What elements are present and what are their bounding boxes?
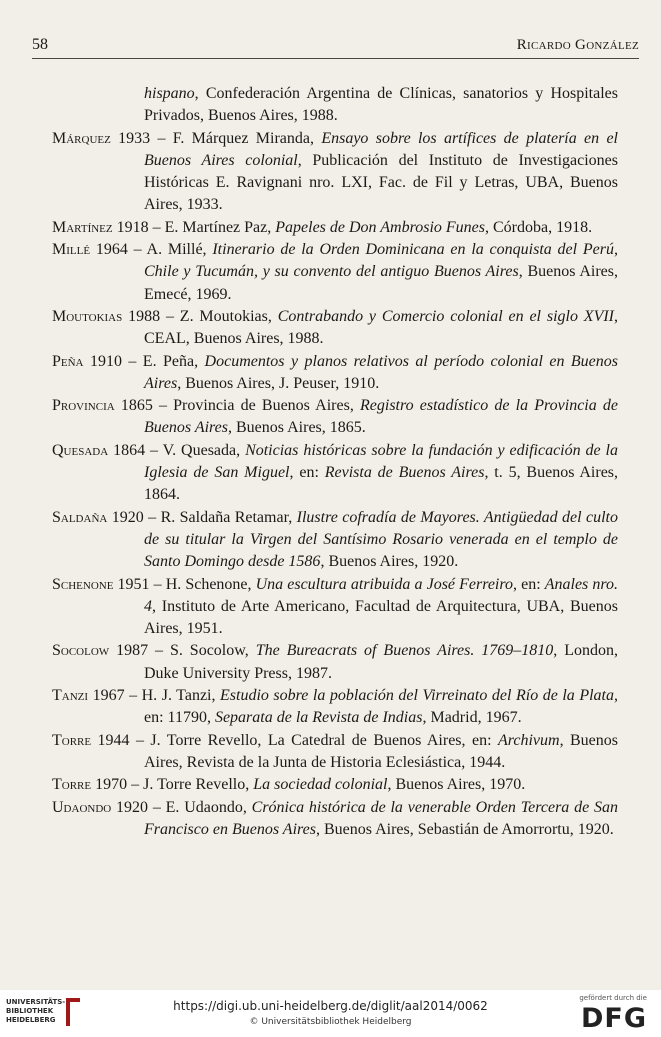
entry-title: The Bureacrats of Buenos Aires. 1769–1810 bbox=[255, 642, 554, 660]
entry-key: Udaondo bbox=[52, 798, 112, 816]
entry-title: Itinerario de la Orden Dominicana en la conquista del Perú, Chile y Tucumán, y su convento del antiguo Buenos Aires bbox=[144, 241, 618, 281]
entry-rest: , Buenos Aires, 1865. bbox=[228, 419, 366, 437]
entry-rest: , Buenos Aires, 1920. bbox=[320, 553, 459, 571]
entry-title: Archivum bbox=[497, 731, 560, 749]
dfg-logo: DFG bbox=[580, 1003, 647, 1034]
entry-key: Márquez bbox=[52, 129, 111, 147]
library-logo: UNIVERSITÄTS- BIBLIOTHEK HEIDELBERG bbox=[6, 998, 66, 1024]
bibliography-entry bbox=[52, 774, 618, 796]
entry-rest: , Buenos Aires, 1970. bbox=[387, 776, 526, 794]
entry-title: Una escultura atribuida a José Ferreiro bbox=[255, 575, 514, 593]
entry-title: Estudio sobre la población del Virreinato del Río de la Plata bbox=[220, 687, 614, 705]
entry-title: Noticias históricas sobre la fundación y edificación de la Iglesia de San Miguel bbox=[144, 441, 618, 482]
entry-key: Torre bbox=[52, 731, 92, 749]
entry-rest-secondary: , t. 5, Buenos Aires, 1864. bbox=[144, 464, 619, 504]
entry-rest: , CEAL, Buenos Aires, 1988. bbox=[144, 307, 619, 348]
entry-rest: , Córdoba, 1918. bbox=[485, 218, 593, 236]
bibliography-entry bbox=[52, 797, 618, 842]
entry-title: La sociedad colonial bbox=[253, 776, 388, 794]
entry-year: 1964 – A. Millé, bbox=[90, 241, 213, 259]
bibliography-entry bbox=[52, 351, 618, 396]
entry-key: Tanzi bbox=[52, 687, 89, 705]
viewer-footer bbox=[0, 990, 661, 1037]
entry-title: Contrabando y Comercio colonial en el siglo XVII bbox=[277, 307, 615, 325]
entry-key: Martínez bbox=[52, 218, 113, 236]
entry-key: Provincia bbox=[52, 397, 115, 415]
running-head-author: Ricardo González bbox=[516, 37, 639, 53]
entry-year: 1920 – R. Saldaña Retamar, bbox=[107, 508, 297, 526]
entry-rest-secondary: , Instituto de Arte Americano, Facultad de Arquitectura, UBA, Buenos Aires, 1951. bbox=[144, 597, 618, 638]
entry-key: Quesada bbox=[52, 441, 109, 459]
page-number: 58 bbox=[32, 36, 48, 53]
entry-rest: , Buenos Aires, J. Peuser, 1910. bbox=[177, 374, 380, 392]
bibliography-continuation bbox=[52, 83, 618, 128]
entry-key: Peña bbox=[52, 352, 84, 370]
entry-year: 1967 – H. J. Tanzi, bbox=[88, 687, 221, 705]
entry-key: Schenone bbox=[52, 575, 114, 593]
bibliography-entry bbox=[52, 440, 618, 507]
entry-rest: , Publicación del Instituto de Investigaciones Históricas E. Ravignani nro. LXI, Fac. de Fil y Letras, UBA, Buenos Aires, 1933. bbox=[144, 151, 619, 214]
entry-year: 1918 – E. Martínez Paz, bbox=[112, 218, 276, 236]
entry-year: 1944 – J. Torre Revello, La Catedral de Buenos Aires, en: bbox=[91, 731, 498, 749]
entry-year: 1864 – V. Quesada, bbox=[108, 441, 246, 459]
entry-title-secondary: Revista de Buenos Aires bbox=[324, 464, 485, 482]
entry-year: 1951 – H. Schenone, bbox=[113, 575, 256, 593]
entry-key: Socolow bbox=[52, 642, 110, 660]
funder-note: gefördert durch die bbox=[579, 994, 647, 1002]
continuation-text: , Confederación Argentina de Clínicas, sanatorios y Hospitales Privados, Buenos Aires, 1988. bbox=[144, 85, 618, 125]
bibliography-entry bbox=[52, 507, 618, 574]
bibliography-entry bbox=[52, 574, 618, 641]
running-head bbox=[32, 36, 639, 59]
entry-key: Torre bbox=[52, 776, 92, 794]
entry-year: 1910 – E. Peña, bbox=[83, 352, 205, 370]
entry-rest: , London, Duke University Press, 1987. bbox=[144, 642, 619, 682]
entry-title: Crónica histórica de la venerable Orden Tercera de San Francisco en Buenos Aires bbox=[144, 798, 618, 838]
entry-year: 1988 – Z. Moutokias, bbox=[122, 307, 278, 325]
entry-rest: , en: bbox=[513, 575, 545, 593]
entry-rest: , en: bbox=[289, 464, 325, 482]
entry-title: Ilustre cofradía de Mayores. Antigüedad del culto de su titular la Virgen del Santísimo Rosario venerada en el templo de Santo Domingo desde 1586 bbox=[144, 508, 618, 571]
entry-title: Papeles de Don Ambrosio Funes bbox=[275, 218, 485, 236]
continuation-italic: hispano bbox=[144, 85, 195, 102]
entry-rest: , Buenos Aires, Emecé, 1969. bbox=[144, 263, 618, 303]
entry-key: Millé bbox=[52, 241, 91, 259]
bibliography-entry bbox=[52, 306, 618, 351]
bibliography-entry bbox=[52, 217, 618, 239]
permalink[interactable]: https://digi.ub.uni-heidelberg.de/diglit/aal2014/0062 bbox=[173, 999, 488, 1013]
entry-key: Saldaña bbox=[52, 508, 108, 526]
bibliography-list bbox=[52, 83, 618, 841]
bibliography-entry bbox=[52, 395, 618, 440]
entry-rest: , en: 11790, bbox=[144, 687, 618, 727]
entry-rest-secondary: , Madrid, 1967. bbox=[422, 709, 522, 727]
entry-year: 1987 – S. Socolow, bbox=[109, 642, 256, 660]
entry-key: Moutokias bbox=[52, 307, 123, 325]
entry-title: Registro estadístico de la Provincia de Buenos Aires bbox=[144, 397, 618, 437]
entry-rest: , Buenos Aires, Sebastián de Amorrortu, 1920. bbox=[315, 820, 614, 838]
entry-rest: , Buenos Aires, Revista de la Junta de Historia Eclesiástica, 1944. bbox=[144, 731, 619, 771]
entry-year: 1865 – Provincia de Buenos Aires, bbox=[114, 397, 360, 415]
bibliography-entry bbox=[52, 685, 618, 730]
entry-year: 1933 – F. Márquez Miranda, bbox=[110, 129, 322, 147]
entry-title-secondary: Separata de la Revista de Indias bbox=[214, 709, 423, 727]
copyright-notice: © Universitätsbibliothek Heidelberg bbox=[249, 1017, 412, 1027]
entry-title: Documentos y planos relativos al período colonial en Buenos Aires bbox=[144, 352, 619, 392]
bibliography-entry bbox=[52, 128, 618, 217]
bibliography-entry bbox=[52, 730, 618, 775]
bibliography-entry bbox=[52, 239, 618, 306]
entry-year: 1970 – J. Torre Revello, bbox=[91, 776, 254, 794]
entry-title: Ensayo sobre los artífices de platería en el Buenos Aires colonial bbox=[144, 129, 618, 169]
bibliography-entry bbox=[52, 640, 618, 685]
entry-year: 1920 – E. Udaondo, bbox=[111, 798, 252, 816]
entry-title-secondary: Anales nro. 4 bbox=[144, 575, 618, 615]
